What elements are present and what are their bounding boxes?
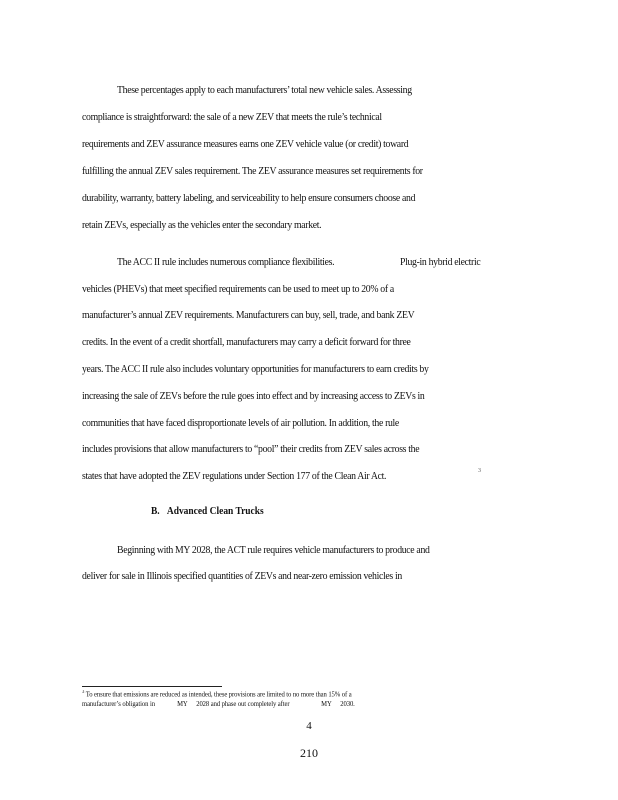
paragraph-2-line-9: states that have adopted the ZEV regulations under Section 177 of the Clean Air Act. bbox=[82, 471, 387, 482]
paragraph-1-line-1: These percentages apply to each manufacturers’ total new vehicle sales. Assessing bbox=[117, 85, 412, 96]
footnote-line-2 bbox=[82, 700, 355, 708]
paragraph-2-line-3: manufacturer’s annual ZEV requirements. Manufacturers can buy, sell, trade, and bank ZEV bbox=[82, 310, 415, 321]
page-number: 4 bbox=[306, 720, 312, 732]
paragraph-2-line-5: years. The ACC II rule also includes voluntary opportunities for manufacturers to earn credits by bbox=[82, 364, 429, 375]
footnote-text-2e: 2030. bbox=[340, 700, 355, 708]
bates-number: 210 bbox=[300, 746, 318, 760]
footnote-separator bbox=[82, 686, 222, 687]
paragraph-2-line-1-right: Plug-in hybrid electric bbox=[400, 257, 481, 268]
paragraph-1-line-5: durability, warranty, battery labeling, and serviceability to help ensure consumers choose and bbox=[82, 193, 416, 204]
paragraph-2-line-7: communities that have faced disproportionate levels of air pollution. In addition, the rule bbox=[82, 418, 399, 429]
paragraph-1-line-6: retain ZEVs, especially as the vehicles enter the secondary market. bbox=[82, 220, 322, 231]
paragraph-2-line-1-left: The ACC II rule includes numerous compliance flexibilities. bbox=[117, 257, 335, 268]
section-heading-title: Advanced Clean Trucks bbox=[166, 506, 264, 517]
footnote-line-1 bbox=[82, 690, 352, 698]
footnote-text-2a: manufacturer’s obligation in bbox=[82, 700, 155, 708]
paragraph-2-line-4: credits. In the event of a credit shortfall, manufacturers may carry a deficit forward for three bbox=[82, 337, 411, 348]
paragraph-2-line-2: vehicles (PHEVs) that meet specified requirements can be used to meet up to 20% of a bbox=[82, 284, 394, 295]
paragraph-2-line-8: includes provisions that allow manufacturers to “pool” their credits from ZEV sales across the bbox=[82, 444, 420, 455]
paragraph-3-line-2: deliver for sale in Illinois specified quantities of ZEVs and near-zero emission vehicles in bbox=[82, 571, 402, 582]
footnote-text-2c: 2028 and phase out completely after bbox=[196, 700, 290, 708]
section-heading bbox=[151, 506, 264, 517]
section-heading-letter: B. bbox=[151, 506, 160, 517]
paragraph-2-line-6: increasing the sale of ZEVs before the rule goes into effect and by increasing access to ZEVs in bbox=[82, 391, 425, 402]
paragraph-3-line-1: Beginning with MY 2028, the ACT rule requires vehicle manufacturers to produce and bbox=[117, 545, 430, 556]
footnote-reference-marker: 3 bbox=[478, 468, 481, 474]
footnote-marker: 3 bbox=[82, 690, 85, 695]
footnote-text-2b: MY bbox=[177, 700, 188, 708]
paragraph-1-line-3: requirements and ZEV assurance measures earns one ZEV vehicle value (or credit) toward bbox=[82, 139, 409, 150]
paragraph-1-line-4: fulfilling the annual ZEV sales requirement. The ZEV assurance measures set requirements for bbox=[82, 166, 423, 177]
paragraph-1-line-2: compliance is straightforward: the sale of a new ZEV that meets the rule’s technical bbox=[82, 112, 382, 123]
footnote-text-2d: MY bbox=[321, 700, 332, 708]
footnote-text-1: To ensure that emissions are reduced as intended, these provisions are limited to no more than 15% of a bbox=[85, 690, 352, 699]
